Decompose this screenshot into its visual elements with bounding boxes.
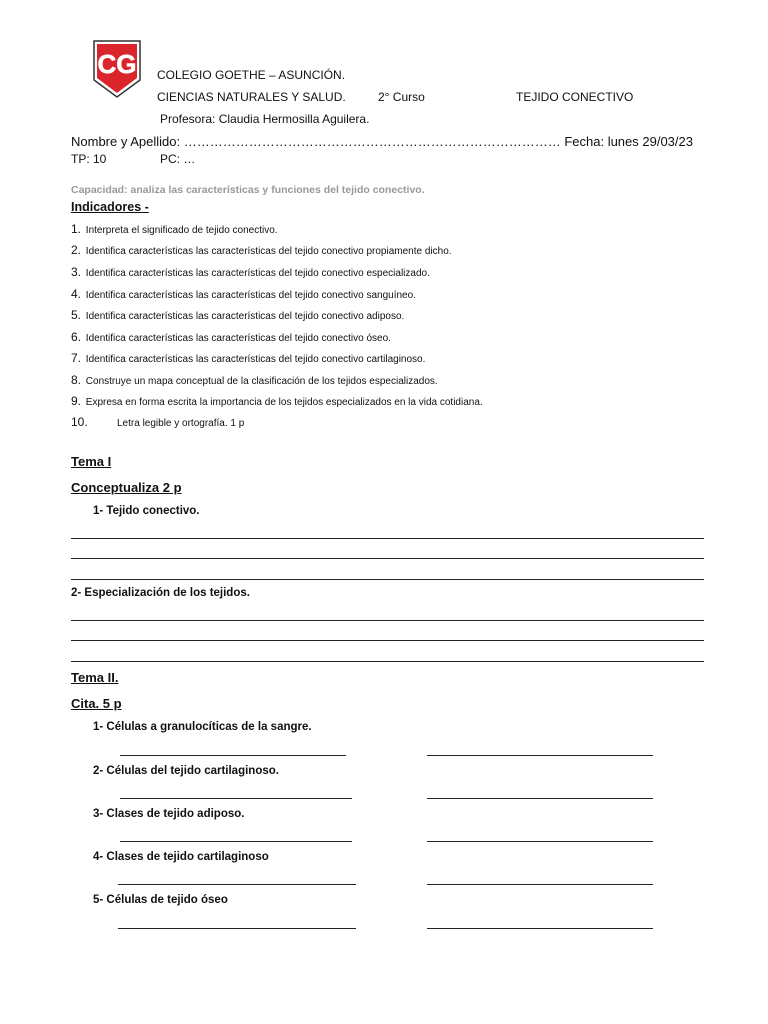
school-name: COLEGIO GOETHE – ASUNCIÓN. — [157, 68, 346, 82]
tema1-title: Tema I — [71, 454, 112, 469]
indicator-item: 1. Interpreta el significado de tejido conectivo. — [71, 222, 278, 236]
indicator-item: 2. Identifica características las características del tejido conectivo propiamente dicho. — [71, 243, 452, 257]
answer-line[interactable] — [71, 538, 704, 539]
tema1-question-2: 2- Especialización de los tejidos. — [71, 587, 250, 599]
indicator-item: 8. Construye un mapa conceptual de la clasificación de los tejidos especializados. — [71, 373, 438, 387]
indicator-item: 10. Letra legible y ortografía. 1 p — [71, 415, 245, 429]
answer-line[interactable] — [427, 884, 653, 885]
tema2-subtitle: Cita. 5 p — [71, 696, 122, 711]
answer-line[interactable] — [71, 620, 704, 621]
answer-line[interactable] — [120, 798, 352, 799]
tema2-item-5: 5- Células de tejido óseo — [93, 894, 228, 906]
indicator-item: 9. Expresa en forma escrita la importancia de los tejidos especializados en la vida cotidiana. — [71, 394, 483, 408]
tema2-item-1: 1- Células a granulocíticas de la sangre. — [93, 721, 312, 733]
tema2-item-2: 2- Células del tejido cartilaginoso. — [93, 765, 279, 777]
indicator-item: 3. Identifica características las características del tejido conectivo especializado. — [71, 265, 430, 279]
name-date-line: Nombre y Apellido: …………………………………………………………………………… Fecha: lunes 29/03/23 — [71, 134, 693, 149]
answer-line[interactable] — [118, 928, 356, 929]
topic: TEJIDO CONECTIVO — [516, 90, 634, 104]
answer-line[interactable] — [427, 755, 653, 756]
indicator-item: 7. Identifica características las características del tejido conectivo cartilaginoso. — [71, 351, 426, 365]
pc-field: PC: … — [160, 152, 196, 166]
indicators-title: Indicadores - — [71, 200, 149, 214]
tp-number: TP: 10 — [71, 152, 107, 166]
tema2-item-3: 3- Clases de tejido adiposo. — [93, 808, 245, 820]
answer-line[interactable] — [120, 755, 346, 756]
logo-letters: CG — [97, 49, 137, 79]
indicator-item: 4. Identifica características las características del tejido conectivo sanguíneo. — [71, 287, 416, 301]
answer-line[interactable] — [427, 928, 653, 929]
indicator-item: 6. Identifica características las características del tejido conectivo óseo. — [71, 330, 391, 344]
indicator-item: 5. Identifica características las características del tejido conectivo adiposo. — [71, 308, 405, 322]
answer-line[interactable] — [71, 640, 704, 641]
capacity-text: Capacidad: analiza las características y funciones del tejido conectivo. — [71, 184, 425, 196]
tema1-question-1: 1- Tejido conectivo. — [93, 505, 200, 517]
answer-line[interactable] — [71, 661, 704, 662]
teacher-name: Profesora: Claudia Hermosilla Aguilera. — [160, 112, 370, 126]
grade: 2° Curso — [378, 90, 425, 104]
answer-line[interactable] — [71, 558, 704, 559]
answer-line[interactable] — [71, 579, 704, 580]
tema1-subtitle: Conceptualiza 2 p — [71, 480, 182, 495]
answer-line[interactable] — [118, 884, 356, 885]
answer-line[interactable] — [120, 841, 352, 842]
tema2-title: Tema II. — [71, 670, 119, 685]
answer-line[interactable] — [427, 798, 653, 799]
answer-line[interactable] — [427, 841, 653, 842]
tema2-item-4: 4- Clases de tejido cartilaginoso — [93, 851, 269, 863]
school-logo — [93, 40, 141, 98]
subject-name: CIENCIAS NATURALES Y SALUD. — [157, 90, 346, 104]
